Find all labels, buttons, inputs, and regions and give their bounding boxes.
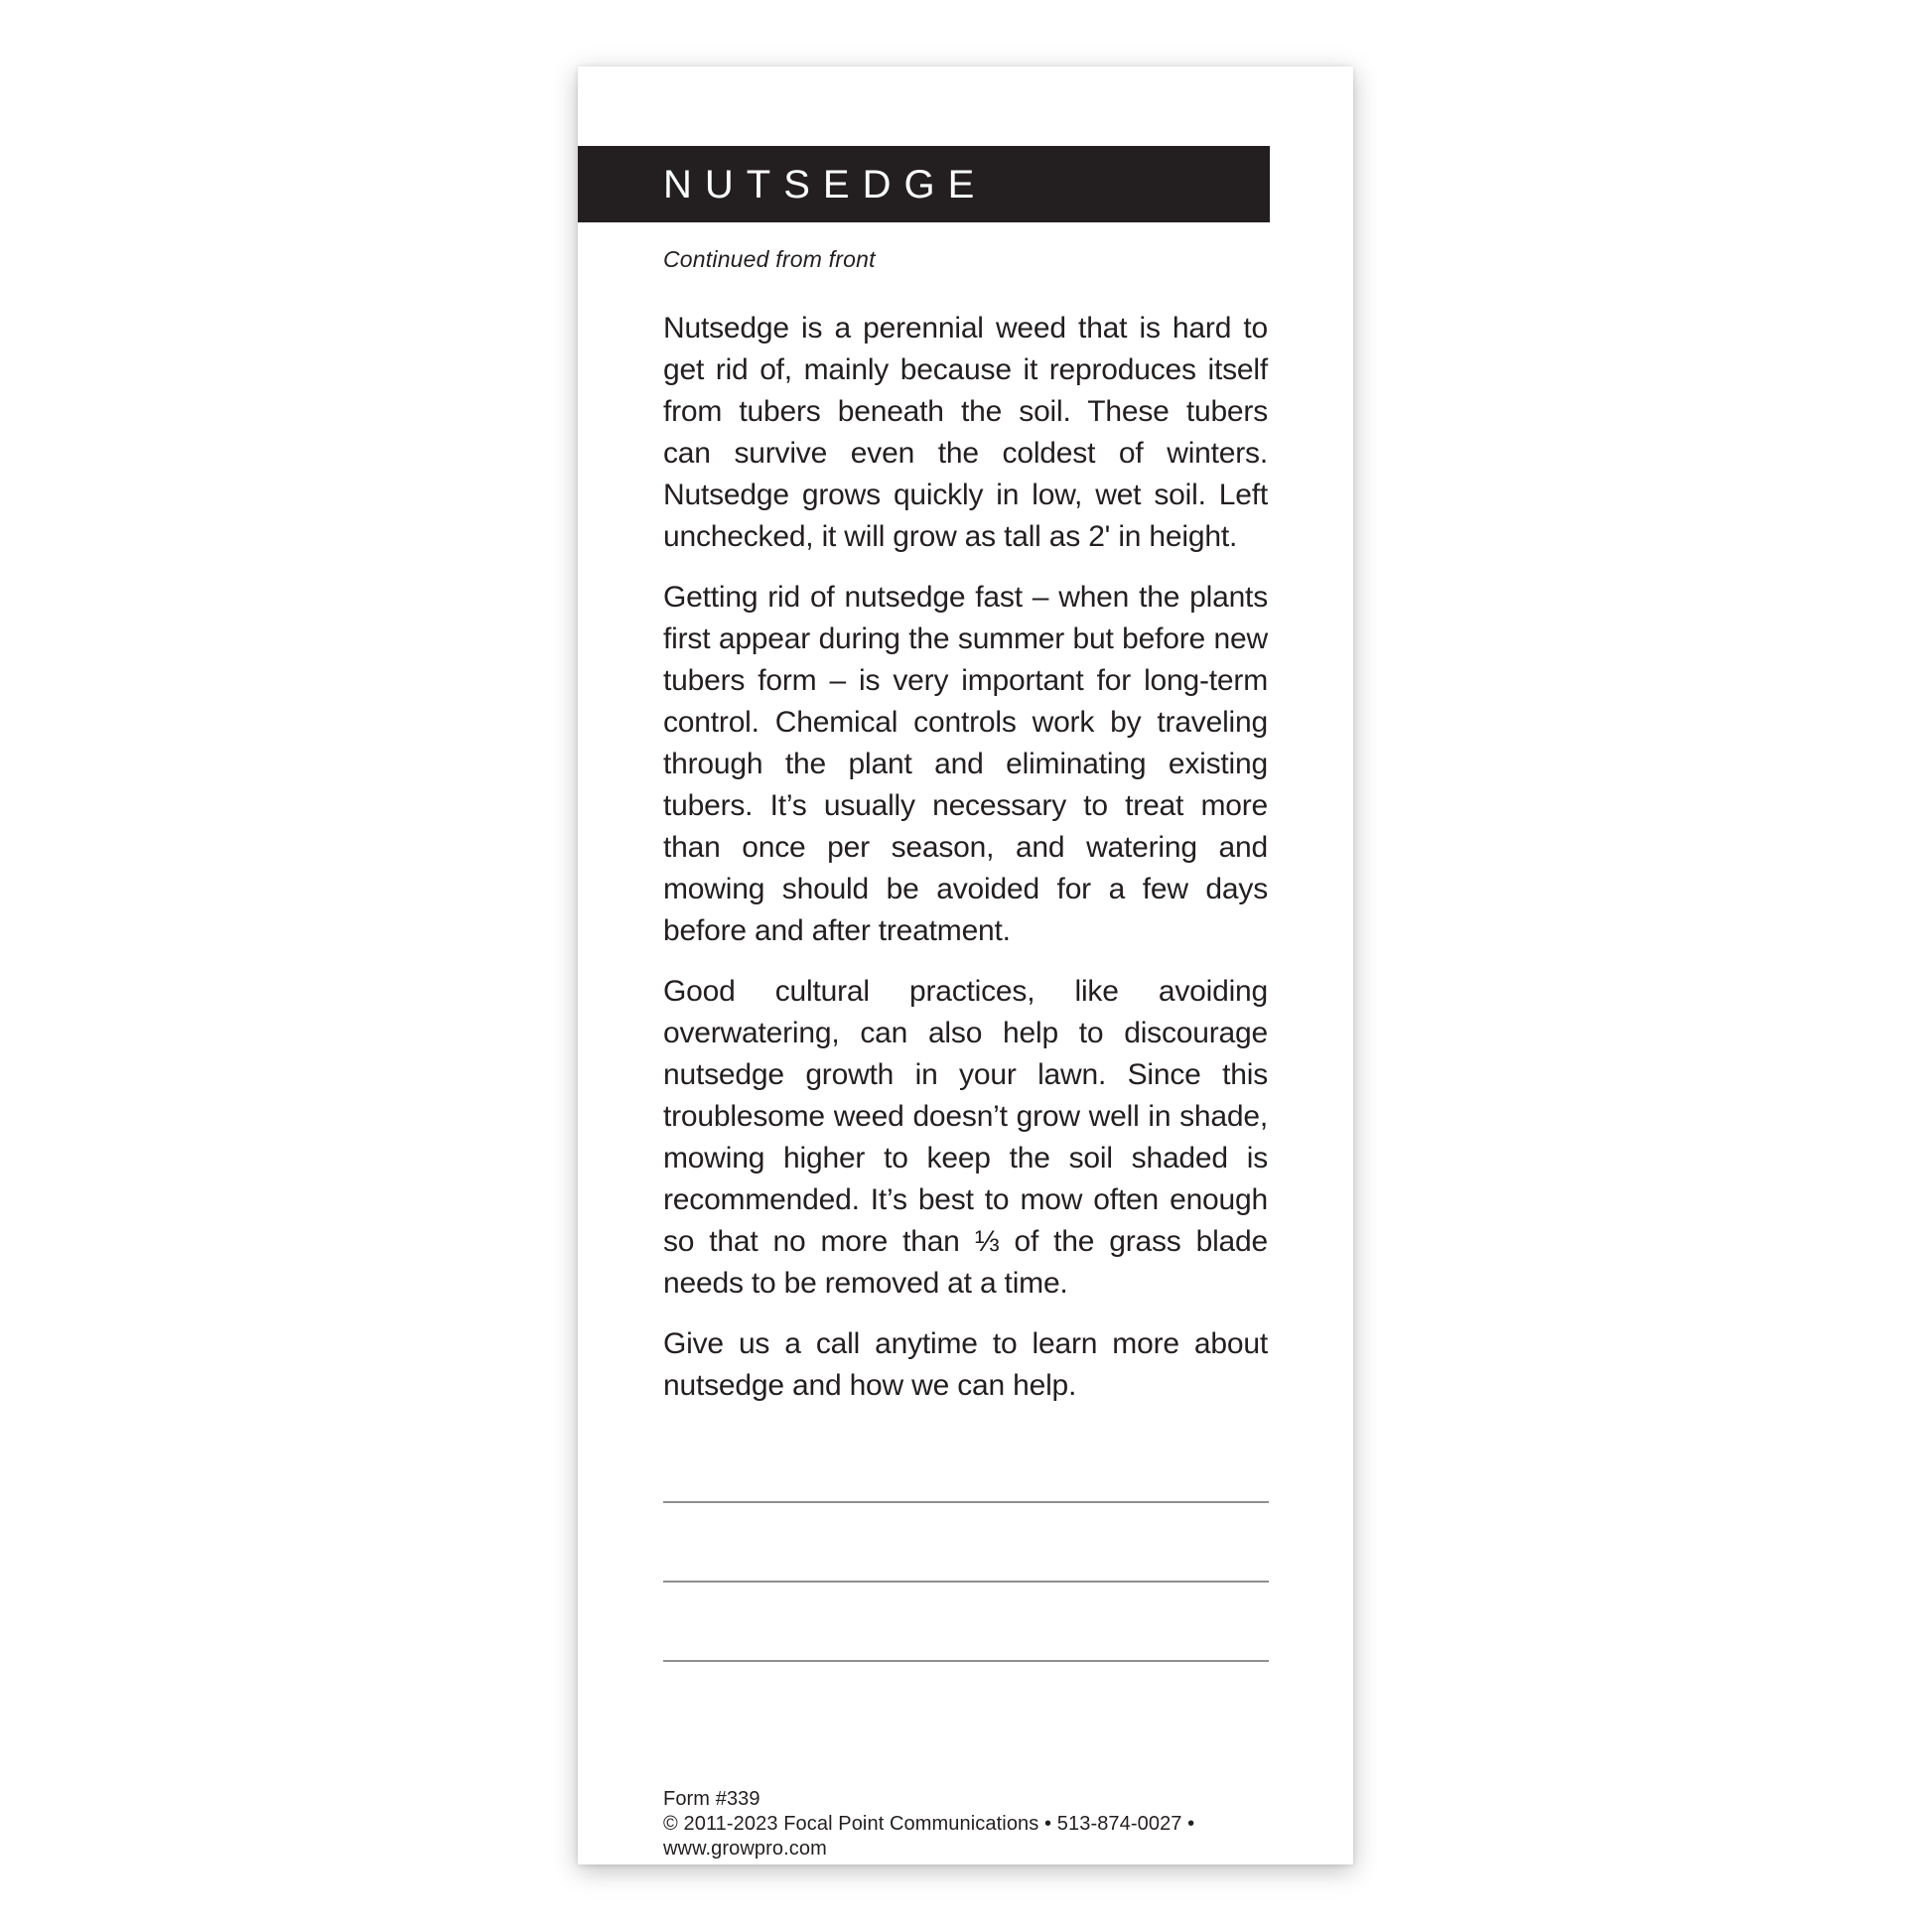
form-number: Form #339 — [663, 1788, 760, 1810]
writing-lines — [663, 1501, 1269, 1739]
flyer-page — [578, 67, 1353, 1864]
writing-line — [663, 1501, 1269, 1503]
title-bar — [578, 146, 1270, 222]
body-paragraph: Good cultural practices, like avoiding overwatering, can also help to discourage nutsedge growth in your lawn. Since this troublesome weed doesn’t grow well in shade, mowing higher to keep the soil shaded is recommended. It’s best to mow often enough so that no more than ⅓ of the grass blade needs to be removed at a time. — [663, 975, 1268, 1300]
article-content — [578, 246, 1353, 1407]
footer — [663, 1787, 1353, 1862]
writing-line — [663, 1581, 1269, 1583]
body-paragraph: Give us a call anytime to learn more about nutsedge and how we can help. — [663, 1327, 1268, 1402]
writing-line — [663, 1660, 1269, 1662]
continued-from-front-note: Continued from front — [663, 246, 876, 272]
copyright-line: © 2011-2023 Focal Point Communications • 513-874-0027 • www.growpro.com — [663, 1813, 1195, 1860]
page-title: NUTSEDGE — [663, 162, 988, 207]
article-body — [663, 308, 1268, 1407]
body-paragraph: Nutsedge is a perennial weed that is hard to get rid of, mainly because it reproduces itself from tubers beneath the soil. These tubers can survive even the coldest of winters. Nutsedge grows quickly in low, wet soil. Left unchecked, it will grow as tall as 2' in height. — [663, 312, 1268, 553]
body-paragraph: Getting rid of nutsedge fast – when the plants first appear during the summer but before new tubers form – is very important for long-term control. Chemical controls work by traveling through the plant and eliminating existing tubers. It’s usually necessary to treat more than once per season, and watering and mowing should be avoided for a few days before and after treatment. — [663, 581, 1268, 947]
